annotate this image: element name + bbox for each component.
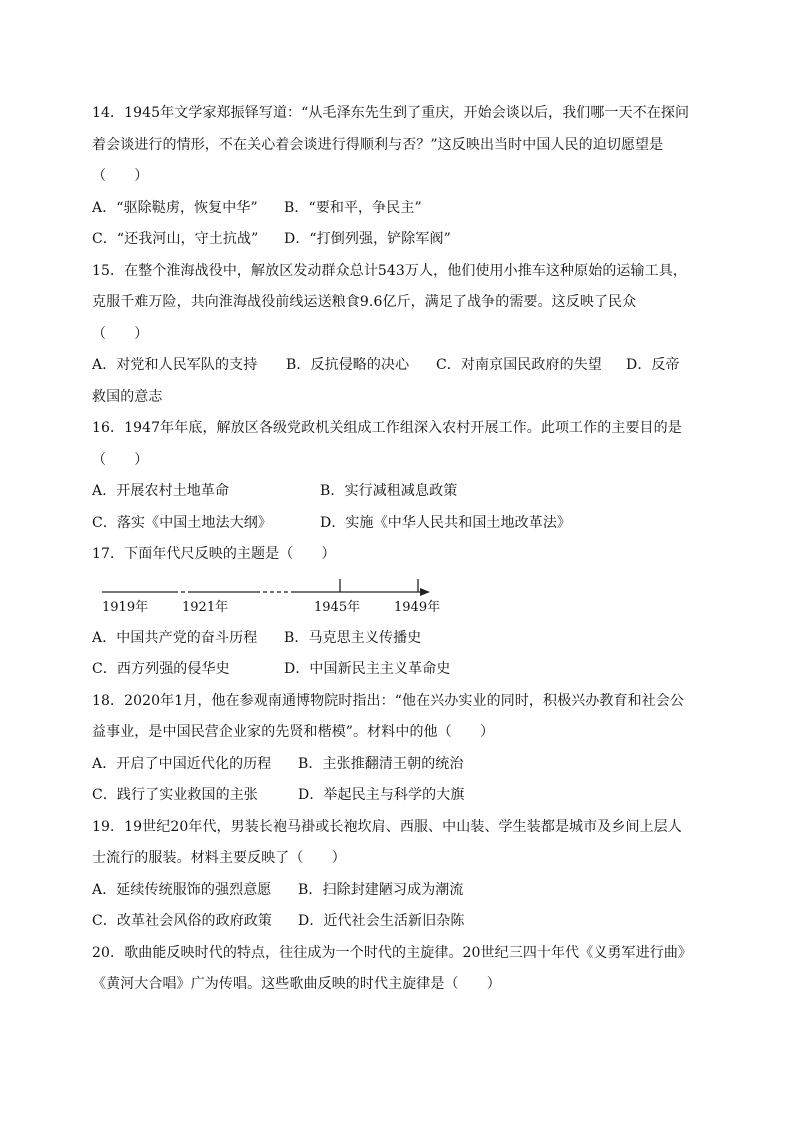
question-16-options-row-2 <box>92 508 706 540</box>
question-15-options-row-1 <box>92 350 706 382</box>
question-14-line-2: 着会谈进行的情形，不在关心着会谈进行得顺利与否？”这反映出当时中国人民的迫切愿望是 <box>92 136 664 153</box>
question-18 <box>92 686 706 812</box>
question-18-options-row-1 <box>92 749 706 781</box>
question-20-line-2: 《黄河大合唱》广为传唱。这些歌曲反映的时代主旋律是（ ） <box>92 976 501 992</box>
question-17-options-row-2 <box>92 654 706 686</box>
question-16-line-1: 16．1947年年底，解放区各级党政机关组成工作组深入农村开展工作。此项工作的主要目的是 <box>92 420 682 436</box>
timeline-arrow-icon <box>420 588 430 596</box>
question-18-option-d: D．举起民主与科学的大旗 <box>298 787 465 803</box>
question-20-line-1: 20．歌曲能反映时代的特点，往往成为一个时代的主旋律。20世纪三四十年代《义勇军进行曲》 <box>92 944 693 961</box>
question-18-option-b: B．主张推翻清王朝的统治 <box>298 755 464 772</box>
question-20 <box>92 938 706 1001</box>
question-14-option-a: A．“驱除鞑虏，恢复中华” <box>92 199 258 216</box>
question-14-options-row-1 <box>92 193 706 225</box>
question-15-option-c: C．对南京国民政府的失望 <box>436 357 602 373</box>
question-19 <box>92 812 706 938</box>
question-18-options-row-2 <box>92 780 706 812</box>
timeline-label-1919: 1919年 <box>102 599 149 615</box>
question-15 <box>92 256 706 414</box>
question-17 <box>92 539 706 686</box>
question-14-option-c: C．“还我河山，守土抗战” <box>92 231 259 247</box>
question-19-option-c: C．改革社会风俗的政府政策 <box>92 913 273 929</box>
question-19-option-a: A．延续传统服饰的强烈意愿 <box>92 881 272 898</box>
question-16-option-d: D．实施《中华人民共和国土地改革法》 <box>320 514 572 531</box>
question-16-options-row-1 <box>92 476 706 508</box>
question-16-option-a: A．开展农村土地革命 <box>92 483 230 499</box>
question-17-option-a: A．中国共产党的奋斗历程 <box>92 629 258 646</box>
timeline-svg <box>100 573 460 619</box>
question-15-option-d-continued: 救国的意志 <box>92 388 163 405</box>
question-17-option-d: D．中国新民主主义革命史 <box>284 661 451 677</box>
question-18-line-2: 益事业，是中国民营企业家的先贤和楷模”。材料中的他（ ） <box>92 724 495 740</box>
question-15-line-1: 15．在整个淮海战役中，解放区发动群众总计543万人，他们使用小推车这种原始的运输工具， <box>92 262 687 279</box>
question-16-option-c: C．落实《中国土地法大纲》 <box>92 514 273 531</box>
question-14 <box>92 98 706 256</box>
question-16-option-b: B．实行减租减息政策 <box>320 483 458 499</box>
question-14-options-row-2 <box>92 224 706 256</box>
question-14-line-3: （ ） <box>92 168 149 184</box>
question-15-line-3: （ ） <box>92 325 149 342</box>
question-17-options-row-1 <box>92 623 706 655</box>
question-list <box>92 98 706 1001</box>
question-19-options-row-2 <box>92 906 706 938</box>
question-14-option-d: D．“打倒列强，铲除军阀” <box>284 231 451 247</box>
question-18-line-1: 18．2020年1月，他在参观南通博物院时指出：“他在兴办实业的同时，积极兴办教育和社会公 <box>92 692 685 709</box>
question-17-option-c: C．西方列强的侵华史 <box>92 661 230 677</box>
question-18-option-c: C．践行了实业救国的主张 <box>92 787 258 803</box>
question-17-line-1: 17．下面年代尺反映的主题是（ ） <box>92 546 336 562</box>
question-15-option-d: D．反帝 <box>626 357 680 373</box>
question-19-option-b: B．扫除封建陋习成为潮流 <box>298 881 464 898</box>
question-17-option-b: B．马克思主义传播史 <box>284 629 422 646</box>
timeline-label-1921: 1921年 <box>182 599 229 615</box>
question-14-option-b: B．“要和平，争民主” <box>284 199 422 216</box>
question-16 <box>92 413 706 539</box>
question-19-line-2: 士流行的服装。材料主要反映了（ ） <box>92 850 346 866</box>
question-19-options-row-1 <box>92 875 706 907</box>
question-15-option-a: A．对党和人民军队的支持 <box>92 357 258 373</box>
question-18-option-a: A．开启了中国近代化的历程 <box>92 755 272 772</box>
timeline-figure <box>92 573 706 619</box>
question-16-line-2: （ ） <box>92 451 149 468</box>
question-15-option-b: B．反抗侵略的决心 <box>286 357 410 373</box>
question-19-line-1: 19．19世纪20年代，男装长袍马褂或长袍坎肩、西服、中山装、学生装都是城市及乡间上层人 <box>92 818 682 835</box>
question-15-line-2: 克服千难万险，共向淮海战役前线运送粮食9.6亿斤，满足了战争的需要。这反映了民众 <box>92 294 637 310</box>
question-19-option-d: D．近代社会生活新旧杂陈 <box>298 913 465 929</box>
question-14-line-1: 14．1945年文学家郑振铎写道：“从毛泽东先生到了重庆，开始会谈以后，我们哪一天不在探问 <box>92 105 690 121</box>
timeline-label-1949: 1949年 <box>394 599 441 615</box>
timeline-label-1945: 1945年 <box>314 599 361 615</box>
